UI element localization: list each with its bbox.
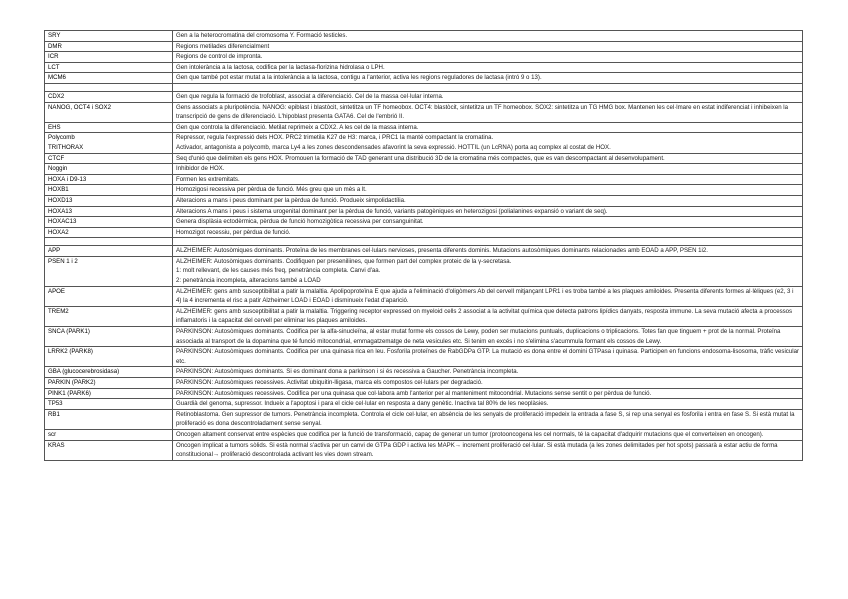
table-row bbox=[45, 227, 803, 238]
gene-description-cell: Inhibidor de HOX. bbox=[173, 164, 803, 175]
gene-description-cell: Gen que també pot estar mutat a la intolerància a la lactosa, contigu a l'anterior, activa les regions reguladores de lactasa (intró 9 o 13). bbox=[173, 73, 803, 84]
gene-name-cell: DMR bbox=[45, 41, 173, 52]
table-row bbox=[45, 52, 803, 63]
gene-name-cell: LCT bbox=[45, 62, 173, 73]
table-row bbox=[45, 399, 803, 410]
gene-name-cell: LRRK2 (PARK8) bbox=[45, 347, 173, 367]
gene-description-cell: Oncogen altament conservat entre espècies que codifica per la funció de transformació, capaç de generar un tumor (protooncogena les cel normals, té la capacitat d'adquirir mutacions que el converteixen en oncogen). bbox=[173, 429, 803, 440]
gene-name-cell: NANOG, OCT4 i SOX2 bbox=[45, 102, 173, 122]
gene-description-cell: Gen a la heterocromatina del cromosoma Y. Formació testicles. bbox=[173, 31, 803, 42]
gene-table-body bbox=[45, 31, 803, 461]
gene-name-cell: GBA (glucocerebrosidasa) bbox=[45, 367, 173, 378]
gene-description-cell: Gens associats a pluripotència. NANOG: epiblast i blastòcit, sintetitza un TF homeobox. OCT4: blastòcit, sintetitza un TF homeobox. SOX2: sintetitza un TG HMG box. Mantenen les cel·lmare en estat indiferenciat i inhibeixen la transcripció de gens de diferenciació. L'hipoblast presenta GATA6. Cel de l'embrió II. bbox=[173, 102, 803, 122]
table-row bbox=[45, 217, 803, 228]
table-row bbox=[45, 164, 803, 175]
gene-description-cell: PARKINSON: Autosòmiques recessives. Activitat ubiquitin-lligasa, marca els compostos cel·lulars per degradació. bbox=[173, 378, 803, 389]
gene-description-cell: PARKINSON: Autosòmiques recessives. Codifica per una quinasa que col·labora amb l'anterior per al manteniment mitocondrial. Mutacions sense sentit o per pèrdua de funció. bbox=[173, 388, 803, 399]
gene-description-cell: Regions metilades diferencialment bbox=[173, 41, 803, 52]
gene-description-cell: Gen que regula la formació de trofoblast, associat a diferenciació. Cel de la massa cel·lular interna. bbox=[173, 91, 803, 102]
gene-name-cell: SRY bbox=[45, 31, 173, 42]
gene-name-cell: TREM2 bbox=[45, 306, 173, 326]
gene-description-cell: ALZHEIMER: Autosòmiques dominants. Codifiquen per preseniliines, que formen part del complex proteic de la γ-secretasa. 1: molt rellevant, de les causes més freq, penetrància completa. Canvi d'aa. 2: penetrància incompleta, alteracions també a LOAD bbox=[173, 256, 803, 286]
gene-description-cell: Guardià del genoma, supressor. Indueix a l'apoptosi i para el cicle cel·lular en resposta a dany genètic. Inactiva tal 80% de les neoplàsies. bbox=[173, 399, 803, 410]
gene-description-cell: Alteracions A mans i peus i sistema urogenital dominant per la pèrdua de funció, variants patogèniques en heterozigosi (polialanines expansió o variant de seq). bbox=[173, 206, 803, 217]
gene-description-cell: Gen que controla la diferenciació. Metilat reprimeix a CDX2. A les cel de la massa interna. bbox=[173, 122, 803, 133]
table-row bbox=[45, 440, 803, 460]
gene-description-cell: Regions de control de impronta. bbox=[173, 52, 803, 63]
gene-name-cell: PARKIN (PARK2) bbox=[45, 378, 173, 389]
gene-name-cell: scr bbox=[45, 429, 173, 440]
gene-name-cell: HOXA13 bbox=[45, 206, 173, 217]
table-row bbox=[45, 62, 803, 73]
table-row bbox=[45, 256, 803, 286]
table-row bbox=[45, 122, 803, 133]
table-row bbox=[45, 153, 803, 164]
gene-name-cell: HOXA2 bbox=[45, 227, 173, 238]
gene-name-cell: KRAS bbox=[45, 440, 173, 460]
gene-name-cell: PSEN 1 i 2 bbox=[45, 256, 173, 286]
gene-name-cell: APOE bbox=[45, 286, 173, 306]
gene-name-cell: RB1 bbox=[45, 409, 173, 429]
table-row bbox=[45, 91, 803, 102]
gene-description-cell: ALZHEIMER: Autosòmiques dominants. Proteïna de les membranes cel·lulars nervioses, presenta diferents dominis. Mutacions autosòmiques dominants relacionades amb EOAD a APP, PSEN 1i2. bbox=[173, 246, 803, 257]
gene-description-cell: Seq d'unió que delimiten els gens HOX. Promouen la formació de TAD generant una distribució 3D de la cromatina més compactes, que es van descompactant al desenvolupament. bbox=[173, 153, 803, 164]
table-row bbox=[45, 429, 803, 440]
table-row bbox=[45, 206, 803, 217]
table-row bbox=[45, 286, 803, 306]
gene-description-cell: Alteracions a mans i peus dominant per la pèrdua de funció. Produeix simpolidactília. bbox=[173, 195, 803, 206]
gene-name-cell: Noggin bbox=[45, 164, 173, 175]
gene-description-cell: ALZHEIMER: gens amb susceptibilitat a patir la malaltia. Triggering receptor expressed on myeloid cells 2 associat a la activitat química que detecta patrons lipídics danyats, resposta immune. La seva mutació afecta a processos inflamatoris i la capacitat del cervell per eliminar les plaques amiloides. bbox=[173, 306, 803, 326]
table-row bbox=[45, 409, 803, 429]
table-row bbox=[45, 133, 803, 153]
gene-name-cell: CTCF bbox=[45, 153, 173, 164]
gene-description-cell: Formen les extremitats. bbox=[173, 174, 803, 185]
gene-name-cell bbox=[45, 83, 173, 91]
gene-description-cell: Gen intolerància a la lactosa, codifica per la lactasa-florizina hidrolasa o LPH. bbox=[173, 62, 803, 73]
gene-description-cell: Genera displàsia ectodèrmica, pèrdua de funció homozigòtica recessiva per consanguinitat. bbox=[173, 217, 803, 228]
gene-name-cell: SNCA (PARK1) bbox=[45, 327, 173, 347]
gene-description-cell: ALZHEIMER: gens amb susceptibilitat a patir la malaltia. Apolipoproteïna E que ajuda a l'eliminació d'oligòmers Ab del cervell mitjançant LPR1 i es troba també a les plaques amiloides. Presenta diferents formes al·lèliques (e2, 3 i 4) la 4 incrementa el risc a patir Alzheimer LOAD i EOAD i disminueix l'edat d'aparició. bbox=[173, 286, 803, 306]
table-row bbox=[45, 195, 803, 206]
gene-description-cell: Retinoblastoma. Gen supressor de tumors. Penetrància incompleta. Controla el cicle cel·lular, en absència de les senyals de proliferació impedeix la entrada a fase S, si rep una senyal es fosforila i entra en fase S. Si està mutat la proliferació es dona descontroladament sense senyal. bbox=[173, 409, 803, 429]
table-row bbox=[45, 327, 803, 347]
gene-name-cell: MCM6 bbox=[45, 73, 173, 84]
gene-description-cell: Homozigosi recessiva per pèrdua de funció. Més greu que un mès a lt. bbox=[173, 185, 803, 196]
table-row bbox=[45, 174, 803, 185]
gene-name-cell: HOXD13 bbox=[45, 195, 173, 206]
table-row bbox=[45, 378, 803, 389]
table-row bbox=[45, 41, 803, 52]
gene-name-cell: ICR bbox=[45, 52, 173, 63]
table-row bbox=[45, 388, 803, 399]
gene-name-cell: HOXAC13 bbox=[45, 217, 173, 228]
gene-name-cell: EHS bbox=[45, 122, 173, 133]
table-row bbox=[45, 246, 803, 257]
table-row bbox=[45, 238, 803, 246]
table-row bbox=[45, 185, 803, 196]
gene-name-cell: HOXA i D9-13 bbox=[45, 174, 173, 185]
gene-name-cell bbox=[45, 238, 173, 246]
gene-table bbox=[44, 30, 803, 461]
gene-name-cell: PINK1 (PARK6) bbox=[45, 388, 173, 399]
gene-name-cell: Polycomb TRITHORAX bbox=[45, 133, 173, 153]
gene-description-cell: Repressor, regula l'expressió dels HOX. PRC2 trimetila K27 de H3: marca, i PRC1 la manté compactant la cromatina. Activador, antagonista a polycomb, marca Ly4 a les zones descondensades afavorint la seva expressió. HOTTIL (un LcRNA) porta aq complex al costat de HOX. bbox=[173, 133, 803, 153]
gene-description-cell bbox=[173, 238, 803, 246]
table-row bbox=[45, 306, 803, 326]
table-row bbox=[45, 367, 803, 378]
gene-name-cell: TP53 bbox=[45, 399, 173, 410]
gene-name-cell: CDX2 bbox=[45, 91, 173, 102]
table-row bbox=[45, 73, 803, 84]
table-row bbox=[45, 347, 803, 367]
table-row bbox=[45, 31, 803, 42]
gene-description-cell bbox=[173, 83, 803, 91]
table-row bbox=[45, 102, 803, 122]
gene-name-cell: HOXB1 bbox=[45, 185, 173, 196]
gene-description-cell: Homozigot recessiu, per pèrdua de funció. bbox=[173, 227, 803, 238]
gene-description-cell: PARKINSON: Autosòmiques dominants. Codifica per una quinasa rica en leu. Fosforila proteïnes de RabGDPa GTP. La mutació es dona entre el domini GTPasa i quinasa. Participen en funcions endosoma-lisosoma, tràfic vesicular etc. bbox=[173, 347, 803, 367]
gene-description-cell: PARKINSON: Autosòmiques dominants. Codifica per la alfa-sinucleïna, al estar mutat forme els cossos de Lewy, poden ser mutacions puntuals, duplicacions o triplicacions. Totes fan que tinguem + prot de la normal. Proteïna associada al transport de la dopamina que té funció mitocondrial, emmagatzematge de neta vesicules etc. Si tenim en excés i no s'elimina s'acummula formant els cossos de Lewy. bbox=[173, 327, 803, 347]
gene-description-cell: Oncogen implicat a tumors sòlids. Si està normal s'activa per un canvi de GTPa GDP i activa les MAPK→ increment proliferació cel·lular. Si està mutada (a les zones delimitades per hot spots) passarà a estar actiu de forma constitucional→ proliferació descontrolada activant les vies down stream. bbox=[173, 440, 803, 460]
table-row bbox=[45, 83, 803, 91]
gene-description-cell: PARKINSON: Autosòmiques dominants. Si es dominant dona a parkinson i si és recessiva a Gaucher. Penetrància incompleta. bbox=[173, 367, 803, 378]
gene-name-cell: APP bbox=[45, 246, 173, 257]
